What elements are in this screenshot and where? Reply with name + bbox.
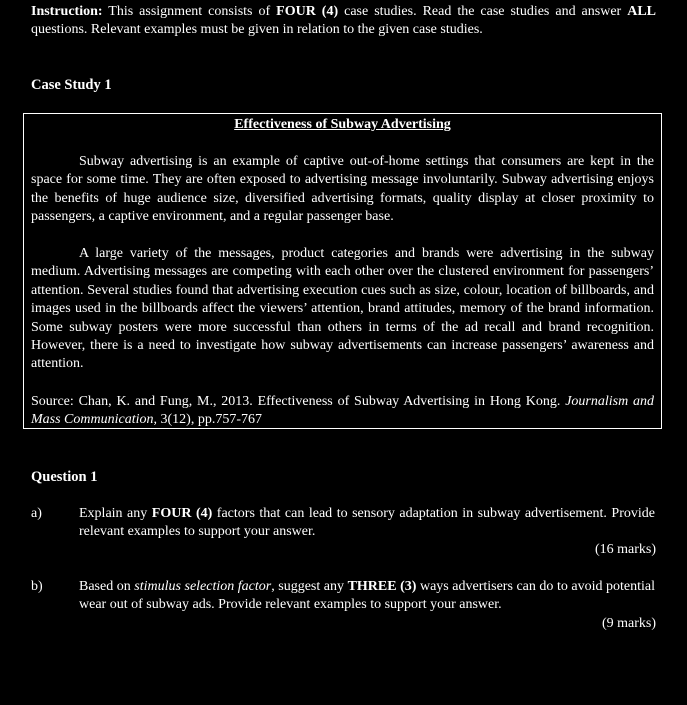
source-text-2: , 3(12), pp.757-767 [153,412,262,428]
case-paragraph-1: Subway advertising is an example of captive out-of-home settings that consumers are kept in the space for some time. They are often exposed to advertising message involuntarily. Subway advertising enjoys the benefits of huge audience size, diversified advertising formats, quality display at closer proximity to passengers, a captive environment, and a regular passenger base. [31,154,654,225]
instruction-label: Instruction: [31,4,103,19]
question-a-text-2: factors that can lead to sensory adaptation in subway advertisement. Provide relevant examples to support your answer. [79,506,655,540]
source-journal: Journalism and Mass Communication [31,394,655,428]
case-paragraph-2: A large variety of the messages, product categories and brands were advertising in the subway medium. Advertising messages are competing with each other over the clustered environment for passengers’ attention. Several studies found that advertising execution cues such as size, colour, location of billboards, and images used in the billboards affect the viewers’ attention, brand attitudes, memory of the brand information. Some subway posters were more successful than others in terms of the ad recall and brand recognition. However, there is a need to investigate how subway advertisements can increase passengers’ awareness and attention. [31,246,654,372]
question-a-count: FOUR (4) [151,506,213,521]
instruction-all: ALL [627,4,656,19]
instruction-text-2: case studies. Read the case studies and answer [338,4,628,19]
instruction [31,3,656,40]
question-b-emphasis: stimulus selection factor [134,579,272,594]
case-study-box [23,113,662,429]
case-study-title: Effectiveness of Subway Advertising [234,117,451,132]
instruction-text-1: This assignment consists of [108,4,277,19]
question-a-label: a) [31,506,42,521]
question-b-marks: (9 marks) [601,616,656,631]
case-source [31,393,654,430]
case-study-heading: Case Study 1 [31,77,112,93]
instruction-text-3: questions. Relevant examples must be given in relation to the given case studies. [31,22,483,38]
question-b-count: THREE (3) [347,579,417,594]
question-heading: Question 1 [31,469,98,485]
question-a-text [79,505,655,542]
question-b-label: b) [31,579,43,594]
instruction-count: FOUR (4) [276,4,339,19]
question-b-text [79,578,655,615]
question-a-text-1: Explain any [79,506,152,521]
source-text-1: Source: Chan, K. and Fung, M., 2013. Effectiveness of Subway Advertising in Hong Kong. [31,394,566,409]
question-b-text-3: ways advertisers can do to avoid potential wear out of subway ads. Provide relevant examples to support your answer. [79,579,655,613]
question-b-text-2: , suggest any [271,579,348,594]
question-a-marks: (16 marks) [594,542,656,557]
question-b-text-1: Based on [79,579,135,594]
